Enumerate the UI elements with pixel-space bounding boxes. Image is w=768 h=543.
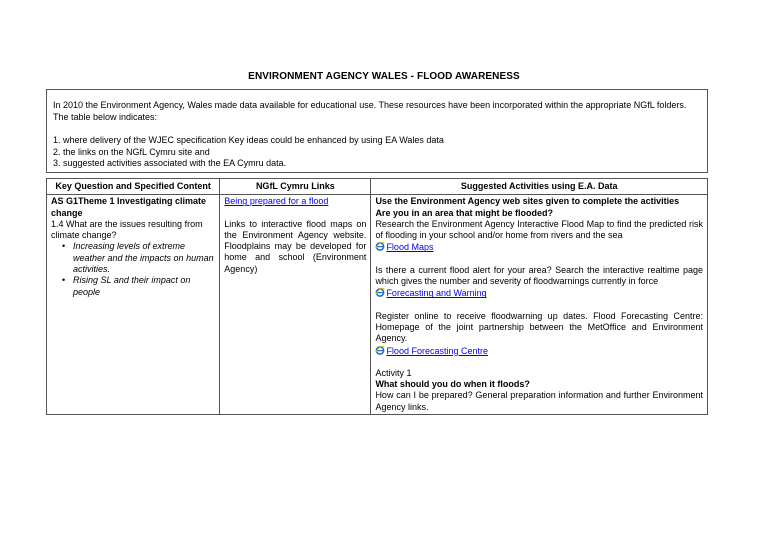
register-instructions: Register online to receive floodwarning up dates. Flood Forecasting Centre: Homepage of the joint partnership between the MetOffice and Environment Agency.: [375, 310, 703, 344]
intro-point-3: 3. suggested activities associated with the EA Cymru data.: [53, 158, 287, 168]
theme-heading: AS G1Theme 1 Investigating climate change: [51, 196, 207, 218]
activities-heading: Use the Environment Agency web sites given to complete the activities: [375, 196, 680, 207]
intro-point-1: 1. where delivery of the WJEC specification Key ideas could be enhanced by using EA Wales data: [53, 135, 444, 145]
internet-explorer-icon: [375, 287, 385, 297]
table-row: [47, 195, 708, 415]
list-item: • Rising SL and their impact on people: [73, 275, 215, 298]
being-prepared-link[interactable]: Being prepared for a flood: [224, 196, 329, 207]
forecasting-warning-link[interactable]: Forecasting and Warning: [386, 288, 487, 299]
ngfl-links-description: Links to interactive flood maps on the Environment Agency website. Floodplains may be developed for home and school (Environment Agency): [224, 218, 367, 274]
activity-label: Activity 1: [375, 367, 412, 378]
flood-maps-link-row[interactable]: [375, 241, 703, 253]
forecasting-centre-link-row[interactable]: [375, 345, 703, 357]
header-key-question: Key Question and Specified Content: [47, 179, 220, 195]
intro-box: [46, 89, 708, 173]
key-question-cell: [47, 195, 220, 415]
flood-map-instructions: Research the Environment Agency Interactive Flood Map to find the predicted risk of flooding in your school and/or home from rivers and the sea: [375, 218, 703, 241]
intro-paragraph: In 2010 the Environment Agency, Wales made data available for educational use. These resources have been incorporated within the appropriate NGfL folders. The table below indicates:: [53, 100, 687, 122]
flood-alert-instructions: Is there a current flood alert for your area? Search the interactive realtime page which gives the number and severity of floodwarnings currently in force: [375, 264, 703, 287]
document-title: ENVIRONMENT AGENCY WALES - FLOOD AWARENESS: [248, 71, 520, 82]
ngfl-links-cell: [220, 195, 371, 415]
activity-question: What should you do when it floods?: [375, 379, 530, 390]
activities-cell: [371, 195, 708, 415]
forecasting-link-row[interactable]: [375, 287, 703, 299]
activities-table: [46, 178, 708, 415]
key-ideas-list: [51, 241, 215, 297]
key-question-text: 1.4 What are the issues resulting from climate change?: [51, 218, 203, 241]
flood-area-question: Are you in an area that might be flooded?: [375, 207, 553, 218]
header-suggested-activities: Suggested Activities using E.A. Data: [371, 179, 708, 195]
header-ngfl-links: NGfL Cymru Links: [220, 179, 371, 195]
flood-forecasting-centre-link[interactable]: Flood Forecasting Centre: [386, 345, 488, 356]
list-item: • Increasing levels of extreme weather and the impacts on human activities.: [73, 241, 215, 275]
preparation-text: How can I be prepared? General preparation information and further Environment Agency links.: [375, 390, 703, 412]
table-header-row: [47, 179, 708, 195]
intro-point-2: 2. the links on the NGfL Cymru site and: [53, 146, 210, 157]
internet-explorer-icon: [375, 241, 385, 251]
internet-explorer-icon: [375, 345, 385, 355]
flood-maps-link[interactable]: Flood Maps: [386, 242, 434, 253]
